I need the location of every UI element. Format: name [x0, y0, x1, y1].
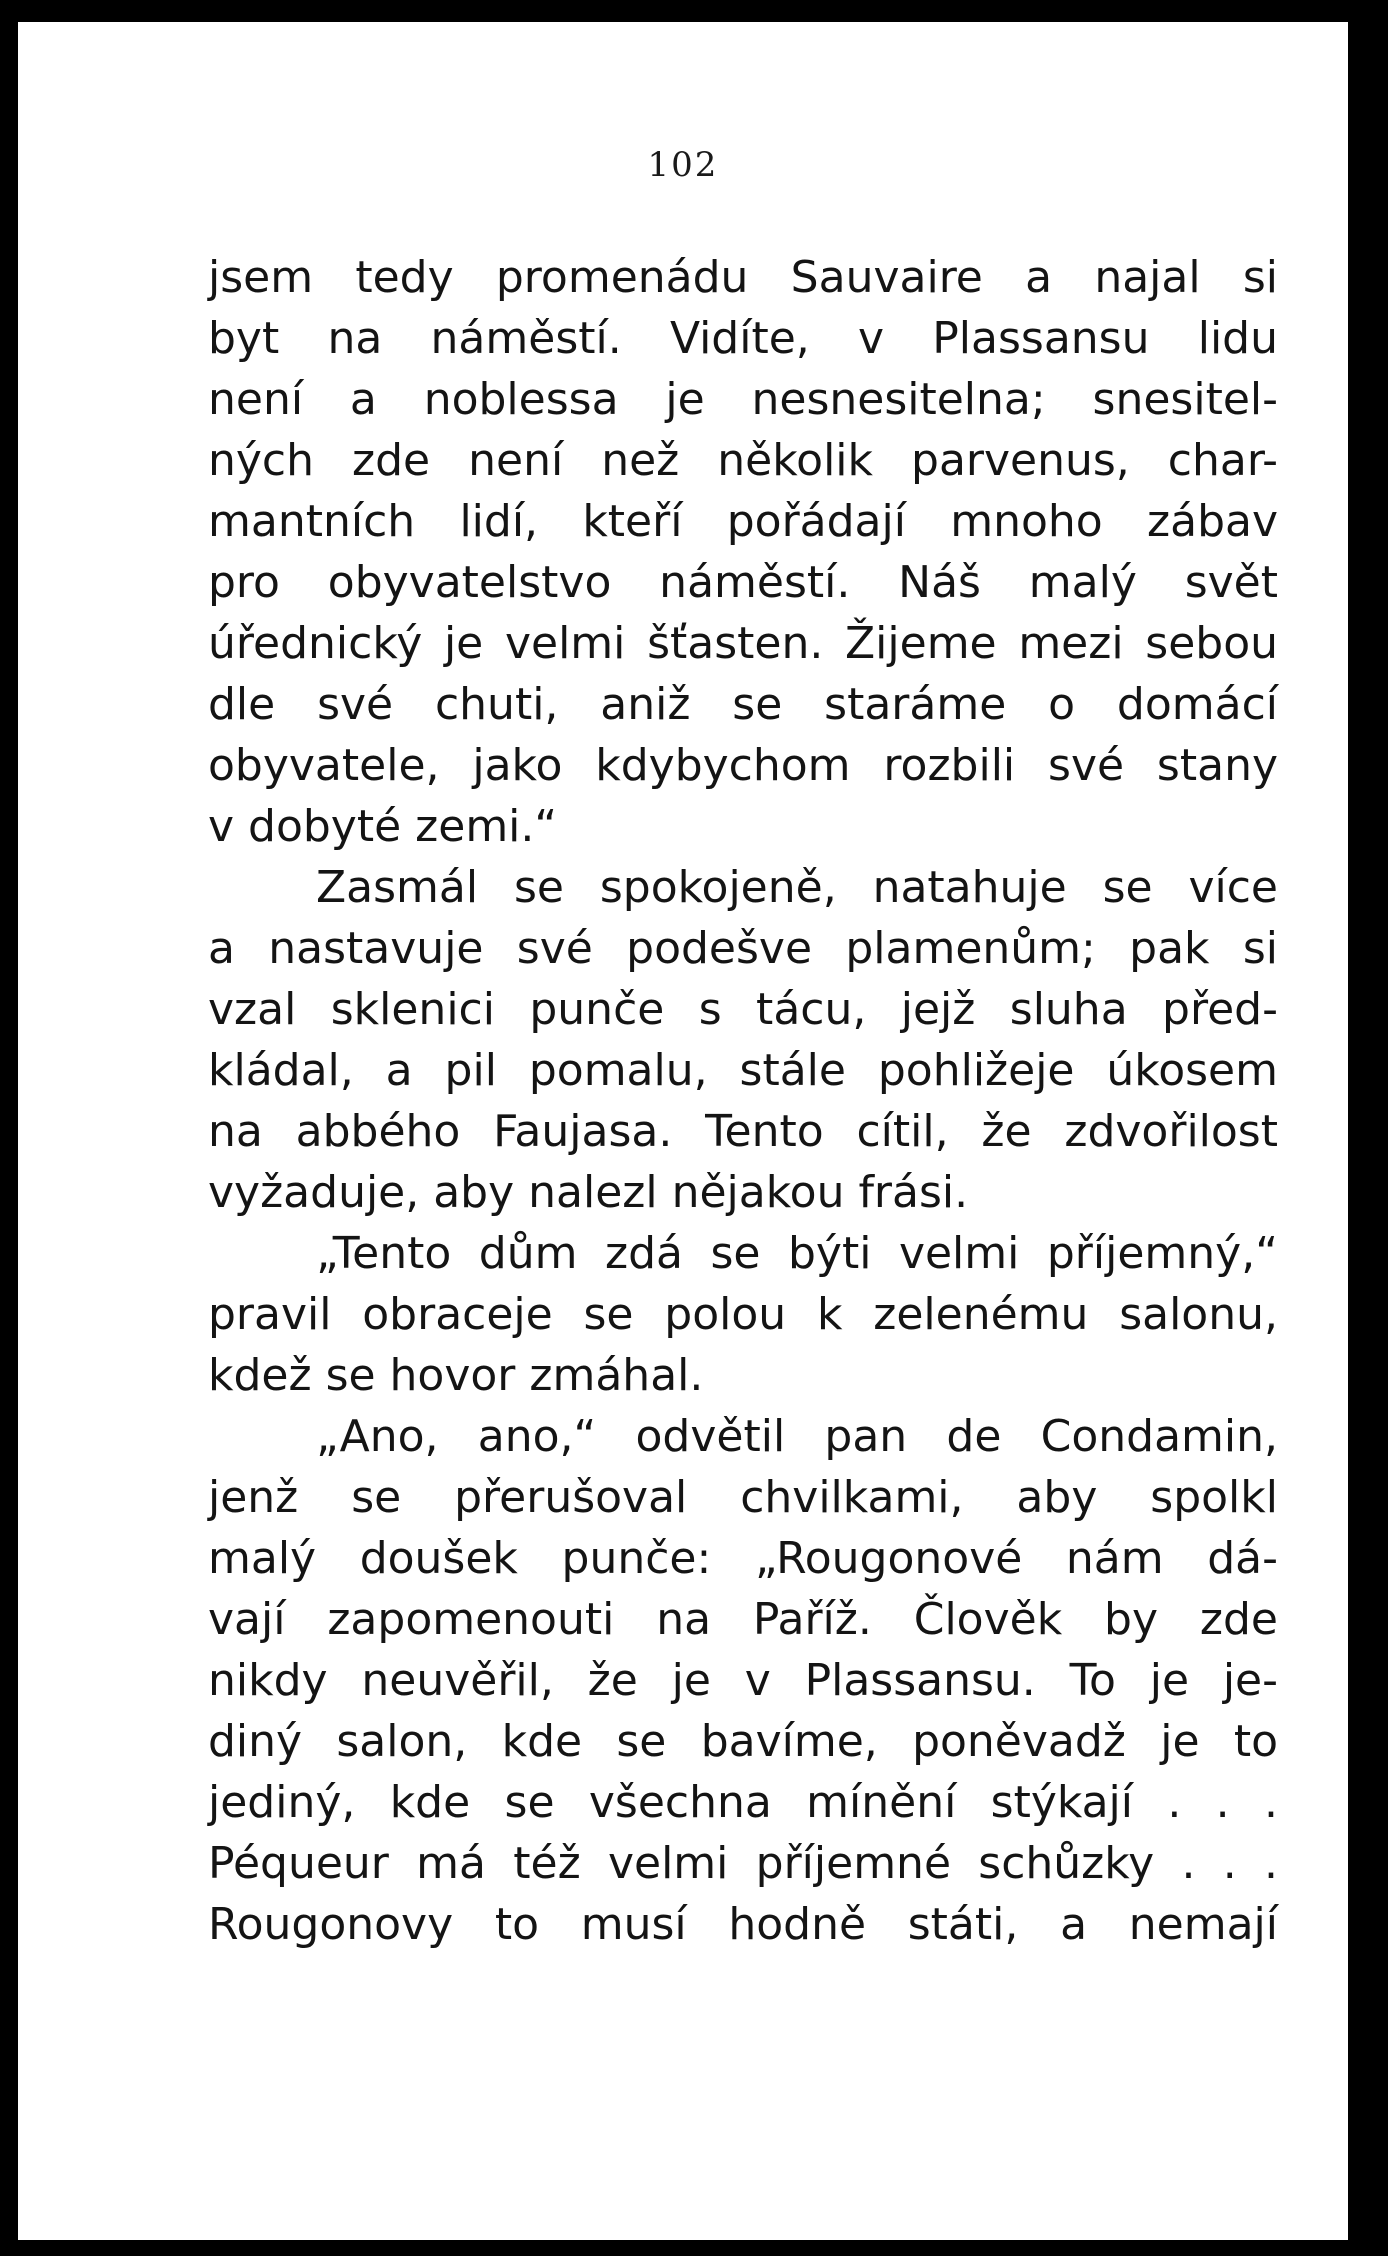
text-line: není a noblessa je nesnesitelna; snesitel-: [208, 374, 1278, 425]
text-line: na abbého Faujasa. Tento cítil, že zdvořilost: [208, 1106, 1278, 1157]
text-line: obyvatele, jako kdybychom rozbili své stany: [208, 740, 1278, 791]
text-line: mantních lidí, kteří pořádají mnoho zábav: [208, 496, 1278, 547]
text-line: vyžaduje, aby nalezl nějakou frási.: [208, 1167, 969, 1218]
text-line: úřednický je velmi šťasten. Žijeme mezi sebou: [208, 618, 1278, 669]
text-line: Rougonovy to musí hodně státi, a nemají: [208, 1899, 1278, 1950]
text-line: jediný, kde se všechna mínění stýkají . . .: [208, 1777, 1278, 1828]
text-line: dle své chuti, aniž se staráme o domácí: [208, 679, 1278, 730]
text-line: vají zapomenouti na Paříž. Člověk by zde: [208, 1594, 1278, 1645]
text-line: malý doušek punče: „Rougonové nám dá-: [208, 1533, 1278, 1584]
text-line: diný salon, kde se bavíme, poněvadž je to: [208, 1716, 1278, 1767]
text-line: Péqueur má též velmi příjemné schůzky . . .: [208, 1838, 1278, 1889]
book-page: [18, 22, 1348, 2240]
text-line: „Tento dům zdá se býti velmi příjemný,“: [316, 1228, 1278, 1279]
text-line: nikdy neuvěřil, že je v Plassansu. To je je-: [208, 1655, 1278, 1706]
text-line: vzal sklenici punče s tácu, jejž sluha před-: [208, 984, 1278, 1035]
text-line: pro obyvatelstvo náměstí. Náš malý svět: [208, 557, 1278, 608]
text-line: kdež se hovor zmáhal.: [208, 1350, 704, 1401]
text-line: „Ano, ano,“ odvětil pan de Condamin,: [316, 1411, 1278, 1462]
body-text: [208, 247, 1278, 1955]
text-line: ných zde není než několik parvenus, char-: [208, 435, 1278, 486]
text-line: a nastavuje své podešve plamenům; pak si: [208, 923, 1278, 974]
page-number: 102: [647, 145, 719, 185]
text-line: Zasmál se spokojeně, natahuje se více: [316, 862, 1278, 913]
text-line: v dobyté zemi.“: [208, 801, 558, 852]
text-line: jenž se přerušoval chvilkami, aby spolkl: [208, 1472, 1278, 1523]
text-line: byt na náměstí. Vidíte, v Plassansu lidu: [208, 313, 1278, 364]
page-edge-shadow: [1360, 20, 1372, 2242]
text-line: jsem tedy promenádu Sauvaire a najal si: [208, 252, 1278, 303]
text-line: kládal, a pil pomalu, stále pohližeje úkosem: [208, 1045, 1278, 1096]
text-line: pravil obraceje se polou k zelenému salonu,: [208, 1289, 1278, 1340]
